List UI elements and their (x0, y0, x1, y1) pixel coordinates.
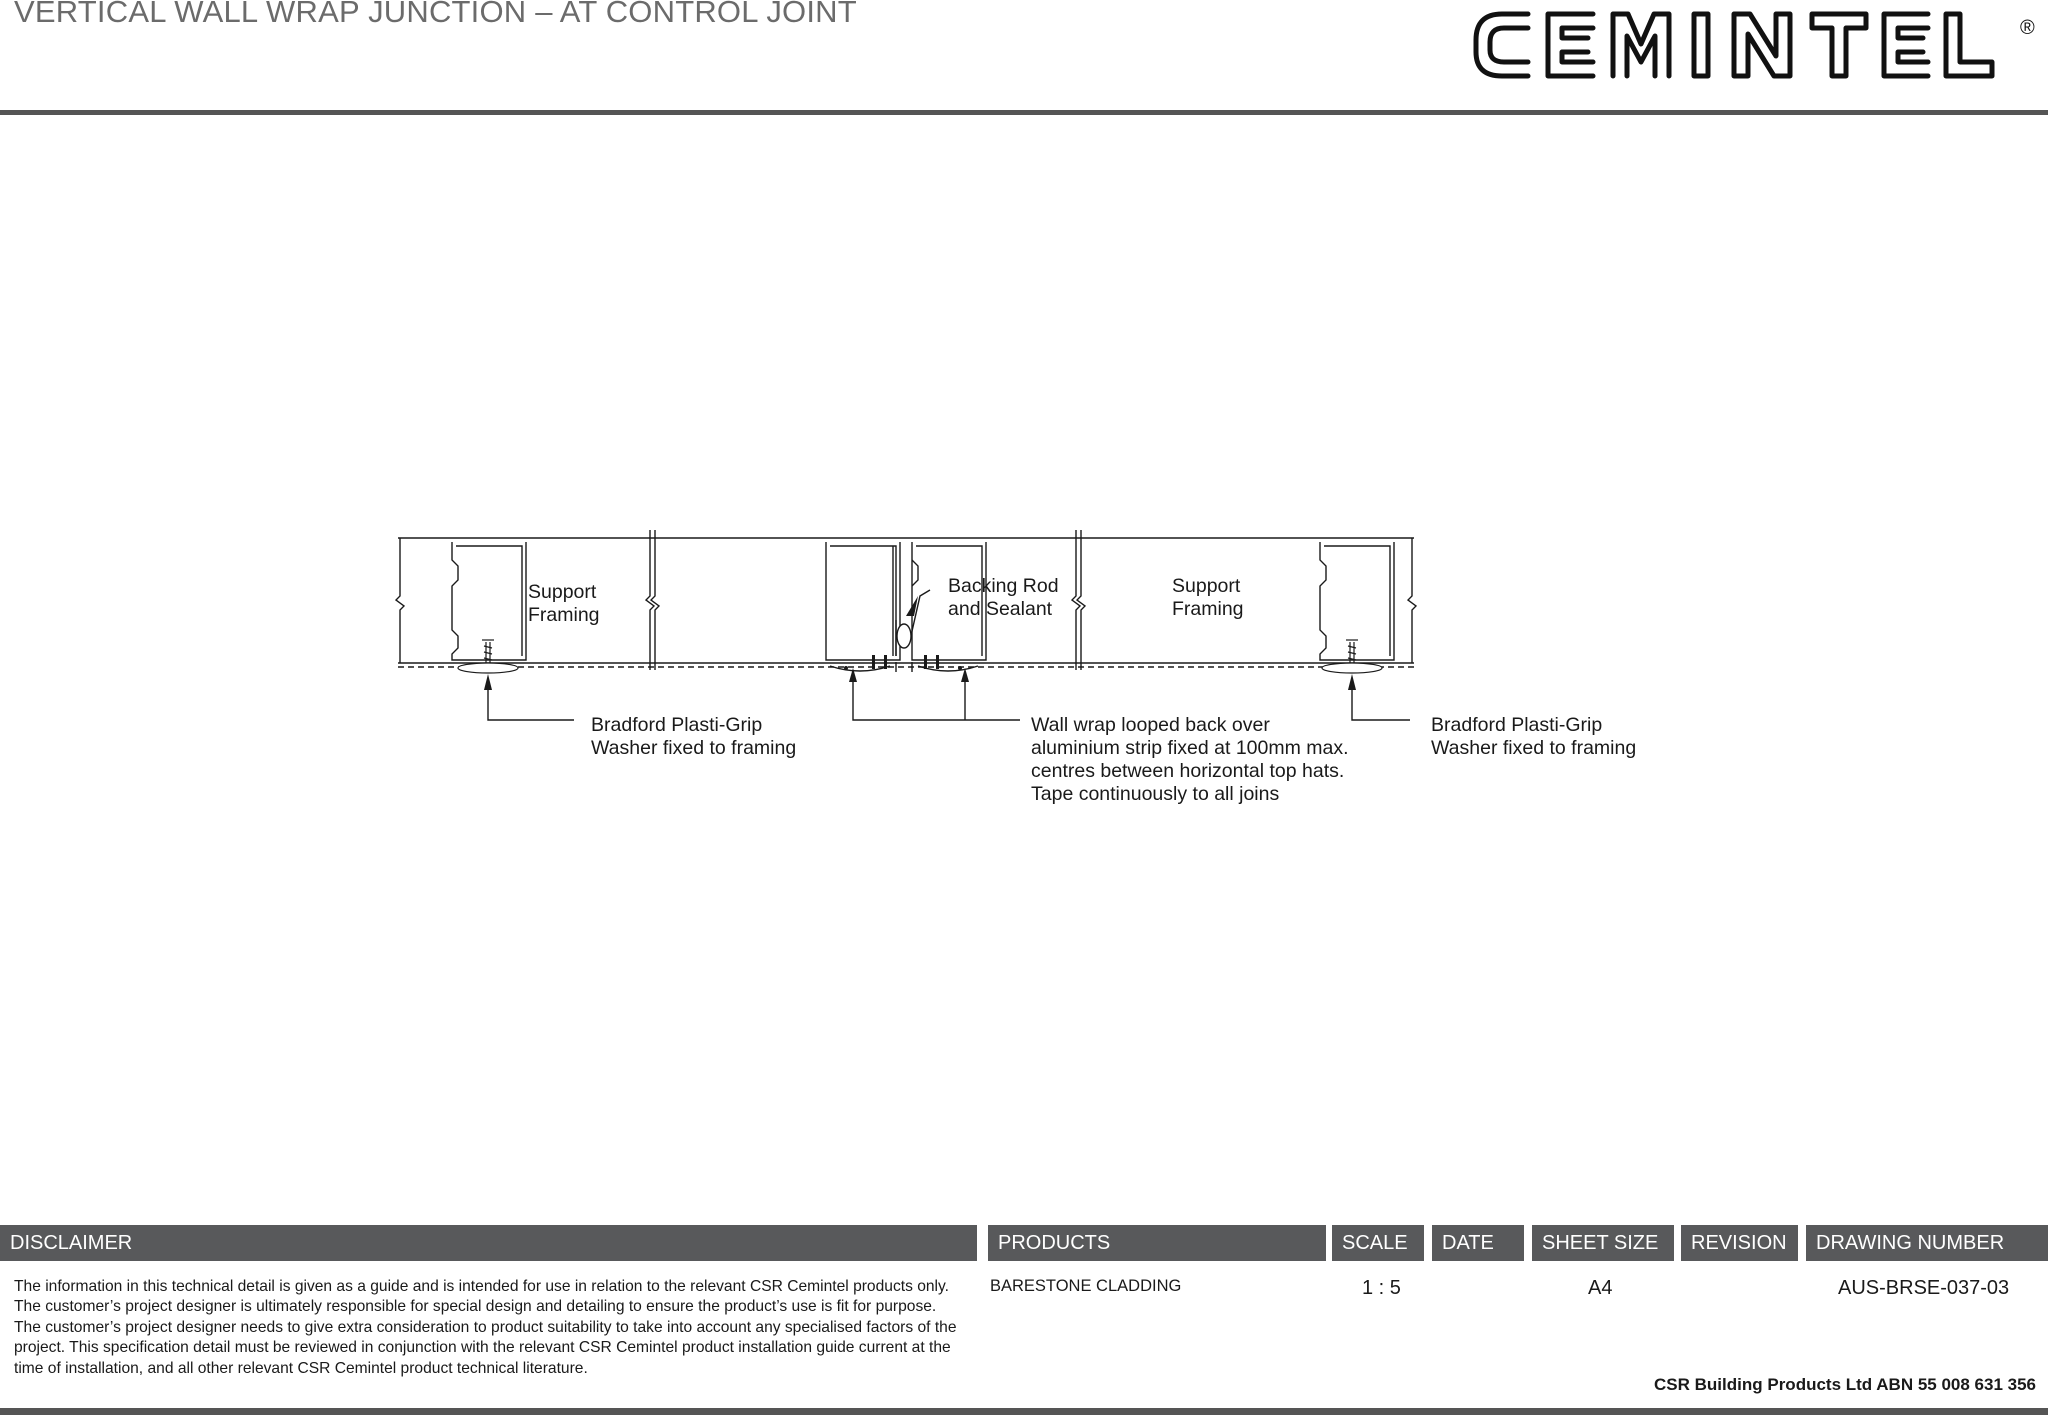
label-backing-rod: Backing Rod and Sealant (948, 575, 1059, 620)
label-washer-left: Bradford Plasti-Grip Washer fixed to framing (591, 714, 797, 759)
leader-washer-left (488, 690, 574, 720)
leader-washer-right (1352, 690, 1410, 720)
arrow-washer-left (484, 674, 492, 690)
break-line-center-right (1072, 530, 1085, 670)
products-header: PRODUCTS (988, 1225, 1326, 1261)
disclaimer-header: DISCLAIMER (0, 1225, 977, 1261)
washer-icon (458, 663, 1382, 673)
products-value: BARESTONE CLADDING (990, 1277, 1182, 1295)
label-support-framing-left: Support Framing (528, 581, 600, 626)
break-line-left (396, 538, 404, 663)
break-line-center-left (646, 530, 659, 670)
top-hat-left (452, 542, 526, 660)
break-line-right (1408, 538, 1416, 663)
label-support-framing-right: Support Framing (1172, 575, 1244, 620)
label-wall-wrap: Wall wrap looped back over aluminium strip fixed at 100mm max. centres between horizontal top hats. Tape continuously to all joins (1031, 714, 1349, 805)
sheet-size-header: SHEET SIZE (1532, 1225, 1674, 1261)
scale-value: 1 : 5 (1362, 1277, 1401, 1299)
bottom-divider (0, 1408, 2048, 1415)
disclaimer-text: The information in this technical detail is given as a guide and is intended for use in relation to the relevant CSR Cemintel products only. The customer’s project designer is ultimately responsible for special design and detailing to ensure the product’s use is fit for purpose. The customer’s project designer needs to give extra consideration to product suitability to take into account any specialised factors of the project. This specification detail must be reviewed in conjunction with the relevant CSR Cemintel product installation guide current at the time of installation, and all other relevant CSR Cemintel product technical literature. (14, 1278, 957, 1377)
scale-header: SCALE (1332, 1225, 1424, 1261)
title-block (0, 1225, 2048, 1415)
sheet-size-value: A4 (1588, 1277, 1613, 1299)
registered-mark: ® (2020, 17, 2035, 39)
leader-wall-wrap (853, 680, 1020, 720)
top-hat-center-left (826, 542, 900, 660)
backing-rod-icon (897, 624, 911, 648)
drawing-number-value: AUS-BRSE-037-03 (1838, 1277, 2010, 1299)
arrow-washer-right (1348, 674, 1356, 690)
label-washer-right: Bradford Plasti-Grip Washer fixed to framing (1431, 714, 1637, 759)
drawing-number-header: DRAWING NUMBER (1806, 1225, 2048, 1261)
top-hat-right (1320, 542, 1394, 660)
abn-text: CSR Building Products Ltd ABN 55 008 631 356 (1654, 1375, 2036, 1394)
revision-header: REVISION (1681, 1225, 1798, 1261)
date-header: DATE (1432, 1225, 1524, 1261)
drawing-title: VERTICAL WALL WRAP JUNCTION – AT CONTROL JOINT (14, 0, 857, 29)
